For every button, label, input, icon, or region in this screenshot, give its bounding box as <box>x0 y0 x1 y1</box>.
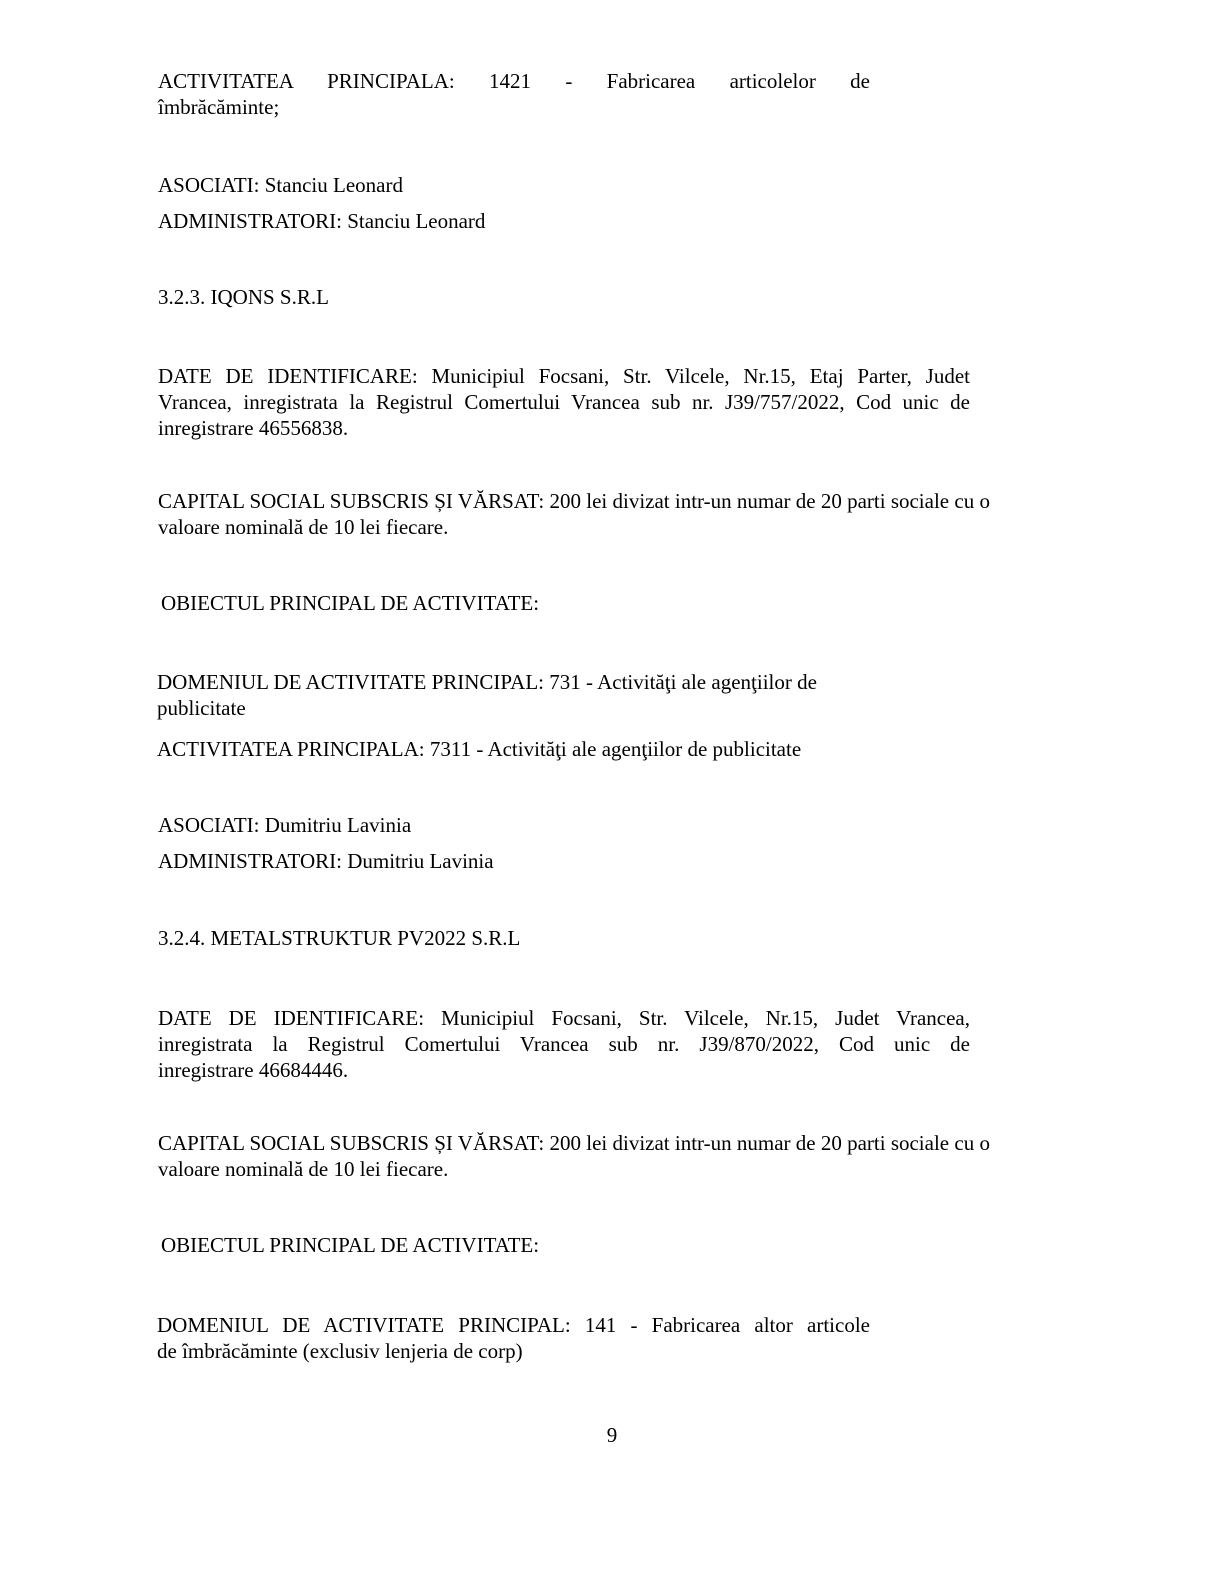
activitatea-principala-prev-line1: ACTIVITATEA PRINCIPALA: 1421 - Fabricarea articolelor de <box>158 69 870 93</box>
capital-social-323: CAPITAL SOCIAL SUBSCRIS ȘI VĂRSAT: 200 lei divizat intr-un numar de 20 parti sociale cu o valoare nominală de 10 lei fiecare. <box>158 489 990 539</box>
activitatea-principala-323: ACTIVITATEA PRINCIPALA: 7311 - Activităţi ale agenţiilor de publicitate <box>157 737 802 761</box>
obiectul-principal-324: OBIECTUL PRINCIPAL DE ACTIVITATE: <box>161 1233 540 1257</box>
section-heading-323: 3.2.3. IQONS S.R.L <box>158 285 329 309</box>
asociati-prev: ASOCIATI: Stanciu Leonard <box>158 173 403 197</box>
administratori-prev: ADMINISTRATORI: Stanciu Leonard <box>158 209 486 233</box>
activitatea-principala-prev-line2: îmbrăcăminte; <box>158 95 280 119</box>
obiectul-principal-323: OBIECTUL PRINCIPAL DE ACTIVITATE: <box>161 591 540 615</box>
section-heading-324: 3.2.4. METALSTRUKTUR PV2022 S.R.L <box>158 926 521 950</box>
administratori-323: ADMINISTRATORI: Dumitriu Lavinia <box>158 849 494 873</box>
date-identificare-324: DATE DE IDENTIFICARE: Municipiul Focsani, Str. Vilcele, Nr.15, Judet Vrancea, inregistrata la Registrul Comertului Vrancea sub nr. J39/870/2022, Cod unic de inregistrare 46684446. <box>158 1006 970 1082</box>
page-number: 9 <box>606 1423 618 1447</box>
activitatea-principala-prev <box>158 68 870 120</box>
asociati-323: ASOCIATI: Dumitriu Lavinia <box>158 813 412 837</box>
capital-social-324: CAPITAL SOCIAL SUBSCRIS ȘI VĂRSAT: 200 lei divizat intr-un numar de 20 parti sociale cu o valoare nominală de 10 lei fiecare. <box>158 1131 990 1181</box>
domeniul-activitate-324: DOMENIUL DE ACTIVITATE PRINCIPAL: 141 - Fabricarea altor articole de îmbrăcăminte (exclusiv lenjeria de corp) <box>157 1313 870 1363</box>
date-identificare-323: DATE DE IDENTIFICARE: Municipiul Focsani, Str. Vilcele, Nr.15, Etaj Parter, Judet Vrancea, inregistrata la Registrul Comertului Vrancea sub nr. J39/757/2022, Cod unic de inregistrare 46556838. <box>158 364 970 440</box>
domeniul-activitate-323: DOMENIUL DE ACTIVITATE PRINCIPAL: 731 - Activităţi ale agenţiilor de publicitate <box>157 670 817 720</box>
